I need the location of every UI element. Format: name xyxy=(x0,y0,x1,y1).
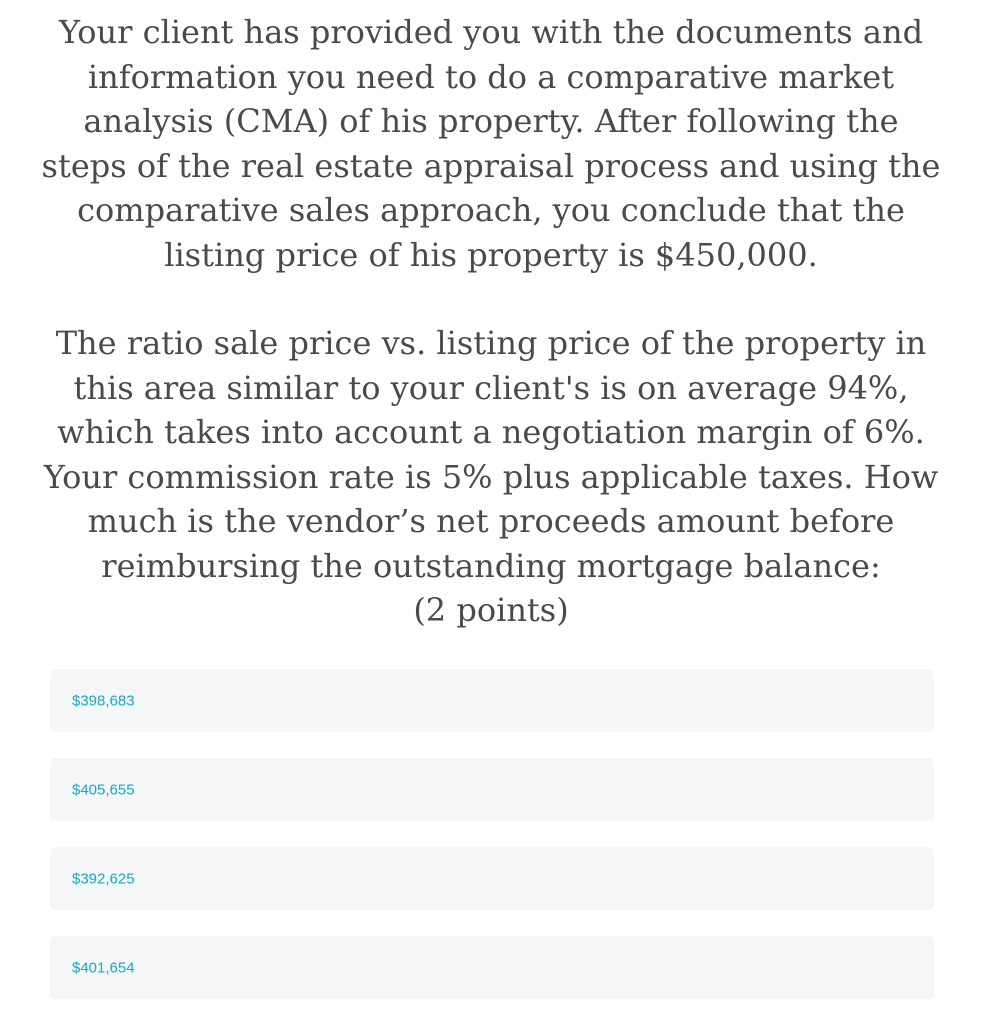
answer-option-label: $405,655 xyxy=(72,781,135,798)
question-points: (2 points) xyxy=(413,591,569,629)
answer-option-1[interactable] xyxy=(50,669,934,732)
question-paragraph-1: Your client has provided you with the documents and information you need to do a comparative market analysis (CMA) of his property. After following the steps of the real estate appraisal process and using the comparative sales approach, you conclude that the listing price of his property is $450,000. xyxy=(41,13,941,274)
answer-options xyxy=(50,669,934,1025)
answer-option-label: $401,654 xyxy=(72,959,135,976)
answer-option-4[interactable] xyxy=(50,936,934,999)
question-paragraph-2: The ratio sale price vs. listing price of the property in this area similar to your client's is on average 94%, which takes into account a negotiation margin of 6%. Your commission rate is 5% plus applicable taxes. How much is the vendor’s net proceeds amount before reimbursing the outstanding mortgage balance: xyxy=(43,324,939,585)
answer-option-3[interactable] xyxy=(50,847,934,910)
answer-option-2[interactable] xyxy=(50,758,934,821)
question-text xyxy=(40,10,942,633)
answer-option-label: $392,625 xyxy=(72,870,135,887)
answer-option-label: $398,683 xyxy=(72,692,135,709)
paragraph-spacer xyxy=(40,277,942,321)
